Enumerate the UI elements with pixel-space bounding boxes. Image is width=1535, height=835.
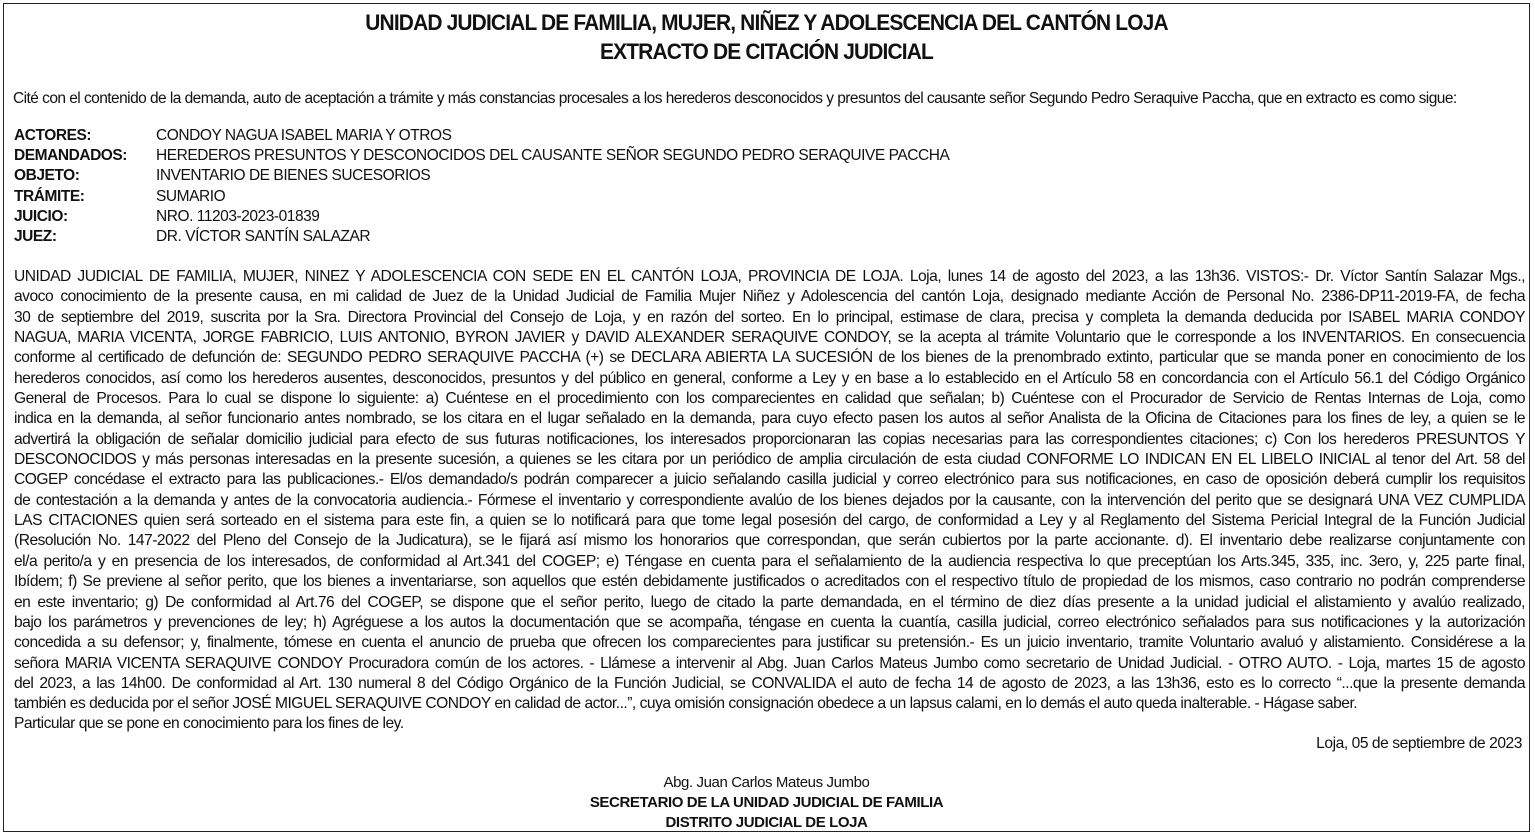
field-objeto (14, 167, 1214, 187)
field-value: SUMARIO (156, 187, 226, 205)
field-demandados (14, 147, 1214, 167)
body-line: 30 de septiembre del 2019, suscrita por la Sra. Directora Provincial del Consejo de Loja, y en razón del sorteo. En lo principal, estimase de clara, precisa y completa la demanda deducida por ISABEL MARIA CONDOY (14, 308, 1525, 326)
notice-title: UNIDAD JUDICIAL DE FAMILIA, MUJER, NIÑEZ Y ADOLESCENCIA DEL CANTÓN LOJA (365, 10, 1168, 35)
body-line: concedida a su defensor; y, finalmente, tómese en cuenta el anuncio de prueba que ofrecen los comparecientes para justificar su pretensión.- Es un juicio inventario, tramite Voluntario avaluó y alistamiento. Considérese a la (14, 634, 1525, 652)
body-line: General de Procesos. Para lo cual se dispone lo siguiente: a) Cuéntese en el procedimiento con los comparecientes en calidad que señalan; b) Cuéntese con el Procurador de Servicio de Rentas Internas de Loja, como (14, 390, 1525, 408)
body-line: COGEP concédase el extracto para las publicaciones.- El/os demandado/s podrán comparecer a juicio señalando casilla judicial y correo electrónico para sus notificaciones, en caso de oposición deberá cumplir los requisitos (14, 471, 1525, 489)
field-tramite (14, 188, 1214, 208)
field-value: NRO. 11203-2023-01839 (156, 207, 320, 225)
field-actores (14, 127, 1214, 147)
field-label: JUICIO: (14, 207, 68, 225)
body-line: también es deducida por el señor JOSÉ MIGUEL SERAQUIVE CONDOY en calidad de actor...”, cuya omisión consignación obedece a un lapsus calami, en lo demás el auto queda inalterable. - Hágase saber. (14, 695, 1358, 713)
body-line: LAS CITACIONES quien será sorteado en el sistema para este fin, a quien se lo notificará para que tome legal posesión del cargo, de conformidad a Ley y al Reglamento del Sistema Pericial Integral de la Función Judicial (14, 512, 1525, 530)
body-line: advertirá la obligación de señalar domicilio judicial para efecto de sus futuras notificaciones, los interesados proporcionaran las copias necesarias para las correspondientes citaciones; c) Con los herederos PRESUNTOS Y (14, 430, 1525, 448)
field-value: HEREDEROS PRESUNTOS Y DESCONOCIDOS DEL CAUSANTE SEÑOR SEGUNDO PEDRO SERAQUIVE PACCHA (156, 147, 950, 165)
body-line: señora MARIA VICENTA SERAQUIVE CONDOY Procuradora común de los actores. - Llámese a intervenir al Abg. Juan Carlos Mateus Jumbo como secretario de Unidad Judicial. - OTRO AUTO. - Loja, martes 15 de agosto (14, 654, 1525, 672)
notice-subtitle: EXTRACTO DE CITACIÓN JUDICIAL (599, 39, 934, 64)
field-label: ACTORES: (14, 127, 92, 144)
body-line: el/a perito/a y en presencia de los interesados, de conformidad al Art.341 del COGEP; e) Téngase en cuenta para el señalamiento de la audiencia respectiva lo que preceptúan los Arts.345, 335, inc. 3ero, y, 225 parte final, (14, 552, 1525, 570)
field-label: DEMANDADOS: (14, 147, 128, 165)
body-line: en este inventario; g) De conformidad al Art.76 del COGEP, se dispone que el señor perito, luego de citado la parte demandada, en el término de diez días presente a la unidad judicial el alistamiento y avalúo realizado, (14, 593, 1525, 611)
field-label: TRÁMITE: (14, 187, 85, 205)
field-juicio (14, 208, 1214, 228)
body-paragraph (14, 267, 1525, 715)
field-label: JUEZ: (14, 227, 57, 245)
body-line: (Resolución No. 147-2022 del Pleno del Consejo de la Judicatura), se le fijará así mismo los honorarios que correspondan, que serán cubiertos por la parte accionante. d). El inventario debe realizarse conjuntamente con (14, 532, 1525, 550)
body-line: UNIDAD JUDICIAL DE FAMILIA, MUJER, NINEZ Y ADOLESCENCIA CON SEDE EN EL CANTÓN LOJA, PROVINCIA DE LOJA. Loja, lunes 14 de agosto del 2023, a las 13h36. VISTOS:- Dr. Víctor Santín Salazar Mgs., (14, 268, 1525, 285)
body-line: del 2023, a las 14h00. De conformidad al Art. 130 numeral 8 del Código Orgánico de la Función Judicial, se CONVALIDA el auto de fecha 14 de agosto de 2023, a las 13h36, esto es lo correcto “...que la presente demanda (14, 674, 1525, 692)
case-fields (14, 127, 1214, 248)
signatory-role: SECRETARIO DE LA UNIDAD JUDICIAL DE FAMILIA (589, 794, 944, 811)
body-line: conforme al certificado de defunción de: SEGUNDO PEDRO SERAQUIVE PACCHA (+) se DECLARA ABIERTA LA SUCESIÓN de los bienes de la prenombrado extinto, particular que se manda poner en conocimiento de los (14, 349, 1525, 367)
body-line: avoco conocimiento de la presente causa, en mi calidad de Juez de la Unidad Judicial de Familia Mujer Niñez y Adolescencia del cantón Loja, designado mediante Acción de Personal No. 2386-DP11-2019-FA, de fecha (14, 288, 1525, 306)
field-value: DR. VÍCTOR SANTÍN SALAZAR (156, 227, 371, 245)
field-value: CONDOY NAGUA ISABEL MARIA Y OTROS (156, 127, 452, 144)
body-line: DESCONOCIDOS y más personas interesadas en la presente sucesión, a quienes se les citara por un periódico de amplia circulación de esta ciudad CONFORME LO INDICAN EN EL LIBELO INICIAL al tenor del Art. 58 del (14, 451, 1525, 469)
signatory-name: Abg. Juan Carlos Mateus Jumbo (663, 774, 870, 791)
body-line: indica en la demanda, al señor funcionario antes nombrado, se los citara en el lugar señalado en la demanda, para cuyo efecto pasen los autos al señor Analista de la Oficina de Citaciones para los fines de ley, a quien se le (14, 410, 1525, 428)
body-line: de contestación a la demanda y antes de la convocatoria audiencia.- Fórmese el inventario y correspondiente avalúo de los bienes dejados por la causante, con la intervención del perito que se designará UNA VEZ CUMPLIDA (14, 491, 1525, 509)
body-line: herederos conocidos, así como los herederos ausentes, desconocidos, presuntos y del público en general, conforme a Ley y en base a lo establecido en el Artículo 58 en concordancia con el Artículo 56.1 del Código Orgánico (14, 369, 1525, 387)
body-line: bajo los parámetros y prevenciones de ley; h) Agréguese a los autos la documentación que se acompaña, téngase en cuenta la cuantía, casilla judicial, correo electrónico señalados para sus notificaciones y la autorización (14, 613, 1525, 631)
field-label: OBJETO: (14, 167, 80, 185)
notice-date: Loja, 05 de septiembre de 2023 (1316, 735, 1522, 752)
intro-paragraph: Cité con el contenido de la demanda, auto de aceptación a trámite y más constancias procesales a los herederos desconocidos y presuntos del causante señor Segundo Pedro Seraquive Paccha, que en extracto es como sigue: (13, 90, 1457, 107)
closing-line: Particular que se pone en conocimiento para los fines de ley. (14, 715, 404, 732)
legal-notice (3, 3, 1530, 832)
field-juez (14, 228, 1214, 248)
body-line: NAGUA, MARIA VICENTA, JORGE FABRICIO, LUIS ANTONIO, BYRON JAVIER y DAVID ALEXANDER SERAQUIVE CONDOY, se la acepta al trámite Voluntario que le corresponde a los INVENTARIOS. En consecuencia (14, 329, 1525, 347)
signatory-district: DISTRITO JUDICIAL DE LOJA (665, 814, 868, 831)
body-line: Ibídem; f) Se previene al señor perito, que los bienes a inventariarse, son aquellos que estén debidamente justificados o acreditados con el respectivo título de propiedad de los mismos, caso contrario no podrán comprenderse (14, 573, 1525, 591)
field-value: INVENTARIO DE BIENES SUCESORIOS (156, 167, 431, 185)
